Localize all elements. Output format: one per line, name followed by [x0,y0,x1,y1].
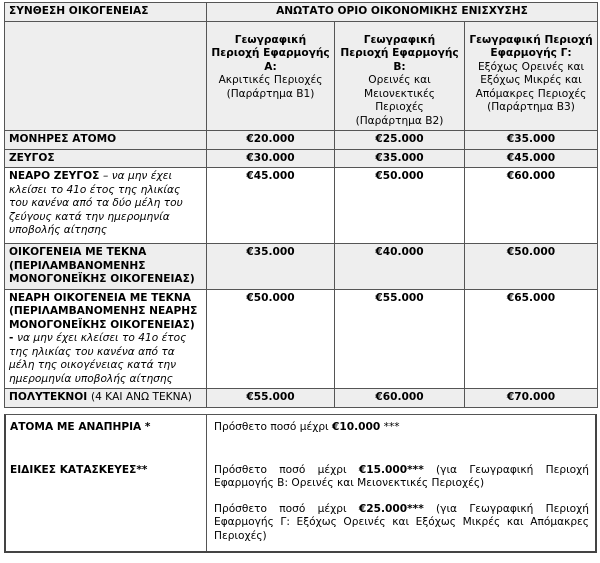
disability-label: ΑΤΟΜΑ ΜΕ ΑΝΑΠΗΡΙΑ * [10,420,151,433]
amount-a: €20.000 [207,131,335,150]
zone-c-header: Γεωγραφική Περιοχή Εφαρμογής Γ: Εξόχως Ορεινές και Εξόχως Μικρές και Απόμακρες Περιοχές (Παράρτημα Β3) [465,21,598,131]
row-label: ΖΕΥΓΟΣ [5,149,207,168]
table-row [5,168,598,244]
amount-b: €50.000 [335,168,465,244]
amount-a: €45.000 [207,168,335,244]
zones-row [5,21,598,131]
row-label: ΝΕΑΡΗ ΟΙΚΟΓΕΝΕΙΑ ΜΕ ΤΕΚΝΑ (ΠΕΡΙΛΑΜΒΑΝΟΜΕΝΗΣ ΝΕΑΡΗΣ ΜΟΝΟΓΟΝΕΪΚΗΣ ΟΙΚΟΓΕΝΕΙΑΣ) - να μην έχει κλείσει το 41ο έτος της ηλικίας του κανένα από τα μέλη της οικογένειας κατά την ημερομηνία υποβολής αίτησης [5,289,207,389]
table-row [5,131,598,150]
amount-a: €50.000 [207,289,335,389]
amount-a: €30.000 [207,149,335,168]
special-b-text: Πρόσθετο ποσό μέχρι €15.000*** (για Γεωγραφική Περιοχή Εφαρμογής Β: Ορεινές και Μειονεκτικές Περιοχές) [214,463,589,489]
row-label: ΝΕΑΡΟ ΖΕΥΓΟΣ – να μην έχει κλείσει το 41ο έτος της ηλικίας του κανένα από τα δύο μέλη του ζεύγους κατά την ημερομηνία υποβολής αίτησης [5,168,207,244]
disability-text: Πρόσθετο ποσό μέχρι €10.000 *** [214,420,400,433]
amount-c: €50.000 [465,244,598,290]
table-header-row [5,3,598,22]
amount-b: €35.000 [335,149,465,168]
amount-b: €55.000 [335,289,465,389]
ceiling-table [4,2,598,408]
amount-a: €35.000 [207,244,335,290]
row-note: – να μην έχει κλείσει το 41ο έτος της ηλικίας του κανένα από τα δύο μέλη του ζεύγους κατά την ημερομηνία υποβολής αίτησης [9,170,183,236]
special-constructions-label: ΕΙΔΙΚΕΣ ΚΑΤΑΣΚΕΥΕΣ** [10,463,148,476]
amount-b: €60.000 [335,389,465,408]
ceiling-header: ΑΝΩΤΑΤΟ ΟΡΙΟ ΟΙΚΟΝΟΜΙΚΗΣ ΕΝΙΣΧΥΣΗΣ [207,3,598,22]
composition-header: ΣΥΝΘΕΣΗ ΟΙΚΟΓΕΝΕΙΑΣ [5,3,207,22]
amount-c: €35.000 [465,131,598,150]
amount-b: €25.000 [335,131,465,150]
table-row [5,389,598,408]
zone-b-header: Γεωγραφική Περιοχή Εφαρμογής Β: Ορεινές και Μειονεκτικές Περιοχές (Παράρτημα Β2) [335,21,465,131]
amount-b: €40.000 [335,244,465,290]
special-c-text: Πρόσθετο ποσό μέχρι €25.000*** (για Γεωγραφική Περιοχή Εφαρμογής Γ: Εξόχως Ορεινές και Εξόχως Μικρές και Απόμακρες Περιοχές) [214,502,589,542]
empty-cell [5,21,207,131]
row-note: να μην έχει κλείσει το 41ο έτος της ηλικίας του κανένα από τα μέλη της οικογένειας κατά την ημερομηνία υποβολής αίτησης [9,332,187,385]
amount-c: €65.000 [465,289,598,389]
amount-c: €60.000 [465,168,598,244]
row-note: (4 ΚΑΙ ΑΝΩ ΤΕΚΝΑ) [90,391,192,403]
extras-section [4,414,597,553]
table-row [5,149,598,168]
row-label: ΟΙΚΟΓΕΝΕΙΑ ΜΕ ΤΕΚΝΑ (ΠΕΡΙΛΑΜΒΑΝΟΜΕΝΗΣ ΜΟΝΟΓΟΝΕΪΚΗΣ ΟΙΚΟΓΕΝΕΙΑΣ) [5,244,207,290]
row-label: ΠΟΛΥΤΕΚΝΟΙ (4 ΚΑΙ ΑΝΩ ΤΕΚΝΑ) [5,389,207,408]
column-divider [206,415,207,551]
amount-c: €70.000 [465,389,598,408]
amount-c: €45.000 [465,149,598,168]
amount-a: €55.000 [207,389,335,408]
zone-a-header: Γεωγραφική Περιοχή Εφαρμογής Α: Ακριτικές Περιοχές (Παράρτημα Β1) [207,21,335,131]
row-label: ΜΟΝΗΡΕΣ ΑΤΟΜΟ [5,131,207,150]
financial-support-document [4,2,597,553]
table-row [5,244,598,290]
table-row [5,289,598,389]
